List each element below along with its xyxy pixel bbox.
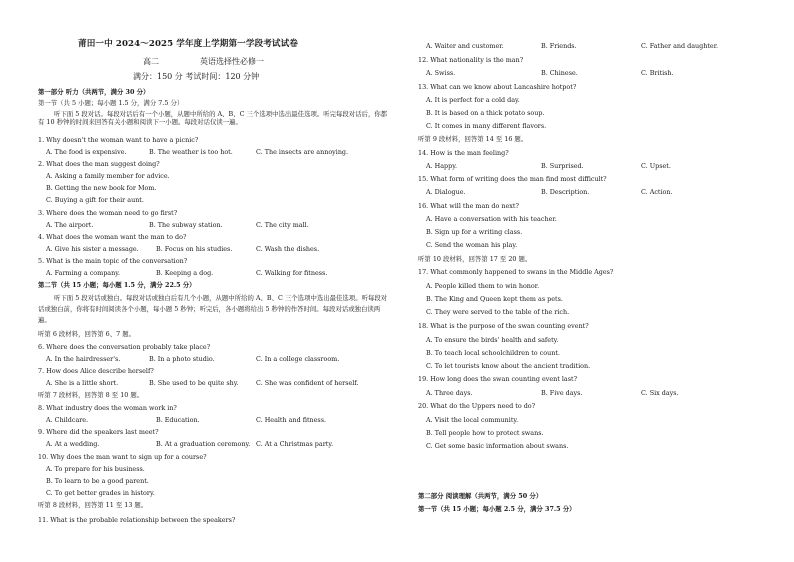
option-c: C. Buying a gift for their aunt. xyxy=(46,196,144,204)
question-10: 10. Why does the man want to sign up for a course? xyxy=(38,453,207,461)
q8-options xyxy=(46,416,396,424)
question-9: 9. Where did the speakers last meet? xyxy=(38,428,159,436)
option-b: B. Education. xyxy=(156,416,200,424)
question-3: 3. Where does the woman need to go first? xyxy=(38,209,178,217)
option-a: A. Happy. xyxy=(426,162,458,170)
option-b: B. Getting the new book for Mom. xyxy=(46,184,157,192)
option-c: C. Father and daughter. xyxy=(641,42,719,50)
option-c: C. To let tourists know about the ancient tradition. xyxy=(426,362,591,370)
option-c: C. Wash the dishes. xyxy=(256,245,320,253)
option-c: C. The city mall. xyxy=(256,221,309,229)
question-2: 2. What does the man suggest doing? xyxy=(38,160,160,168)
question-14: 14. How is the man feeling? xyxy=(418,149,509,157)
option-b: B. To teach local schoolchildren to count. xyxy=(426,349,560,357)
option-c: C. Action. xyxy=(641,188,673,196)
option-c: C. Upset. xyxy=(641,162,671,170)
option-b: B. The weather is too hot. xyxy=(149,148,233,156)
option-a: A. At a wedding. xyxy=(46,440,100,448)
option-c: C. At a Christmas party. xyxy=(256,440,334,448)
q1-options xyxy=(46,148,386,156)
question-4: 4. What does the woman want the man to do? xyxy=(38,233,187,241)
option-a: A. Farming a company. xyxy=(46,269,121,277)
option-a: A. To ensure the birds' health and safety. xyxy=(426,336,559,344)
section1-instructions: 听下面 5 段对话。每段对话后有一个小题，从题中所给的 A、B、C 三个选项中选出最佳选项。听完每段对话后，你都有 10 秒钟的时间来回答有关小题和阅读下一小题。每段对话仅读一遍。 xyxy=(38,110,388,126)
option-c: C. In a college classroom. xyxy=(256,355,340,363)
option-b: B. Chinese. xyxy=(541,69,578,77)
option-a: A. People killed them to win honor. xyxy=(426,282,540,290)
option-c: C. The insects are annoying. xyxy=(256,148,349,156)
exam-title: 莆田一中 2024～2025 学年度上学期第一学段考试试卷 xyxy=(78,39,299,49)
option-a: A. Waiter and customer. xyxy=(426,42,504,50)
option-b: B. Focus on his studies. xyxy=(156,245,233,253)
section1-heading: 第一节（共 5 小题；每小题 1.5 分，满分 7.5 分） xyxy=(38,99,184,107)
question-16: 16. What will the man do next? xyxy=(418,202,519,210)
q12-options xyxy=(426,69,776,77)
option-c: C. Get some basic information about swans. xyxy=(426,442,569,450)
q9-options xyxy=(46,440,396,448)
option-c: C. To get better grades in history. xyxy=(46,489,155,497)
q3-options xyxy=(46,221,386,229)
option-b: B. In a photo studio. xyxy=(149,355,215,363)
question-19: 19. How long does the swan counting event last? xyxy=(418,375,578,383)
option-c: C. British. xyxy=(641,69,674,77)
option-a: A. Childcare. xyxy=(46,416,89,424)
option-a: A. The food is expensive. xyxy=(46,148,127,156)
option-a: A. Have a conversation with his teacher. xyxy=(426,215,557,223)
option-b: B. Keeping a dog. xyxy=(156,269,214,277)
q19-options xyxy=(426,389,776,397)
option-a: A. In the hairdresser's. xyxy=(46,355,121,363)
option-c: C. Send the woman his play. xyxy=(426,241,518,249)
option-b: B. Sign up for a writing class. xyxy=(426,228,523,236)
question-1: 1. Why doesn't the woman want to have a picnic? xyxy=(38,136,199,144)
option-a: A. Give his sister a message. xyxy=(46,245,139,253)
option-a: A. Swiss. xyxy=(426,69,456,77)
question-20: 20. What do the Uppers need to do? xyxy=(418,402,536,410)
option-b: B. Surprised. xyxy=(541,162,584,170)
score-time: 满分：150 分 考试时间：120 分钟 xyxy=(133,72,260,81)
grade-label: 高二 xyxy=(143,57,159,66)
question-17: 17. What commonly happened to swans in the Middle Ages? xyxy=(418,268,614,276)
option-a: A. She is a little short. xyxy=(46,379,119,387)
part1-heading: 第一部分 听力（共两节，满分 30 分） xyxy=(38,88,150,96)
question-7: 7. How does Alice describe herself? xyxy=(38,367,154,375)
option-b: B. Five days. xyxy=(541,389,583,397)
option-a: A. It is perfect for a cold day. xyxy=(426,96,520,104)
option-a: A. Visit the local community. xyxy=(426,416,519,424)
listening-note-9: 听第 9 段材料，回答第 14 至 16 题。 xyxy=(418,135,528,143)
listening-note-8: 听第 8 段材料，回答第 11 至 13 题。 xyxy=(38,501,148,509)
option-b: B. Tell people how to protect swans. xyxy=(426,429,544,437)
q11-options xyxy=(426,42,776,50)
option-c: C. It comes in many different flavors. xyxy=(426,122,547,130)
option-a: A. Three days. xyxy=(426,389,473,397)
option-a: A. The airport. xyxy=(46,221,94,229)
q6-options xyxy=(46,355,396,363)
option-a: A. Asking a family member for advice. xyxy=(46,172,170,180)
part2-heading: 第二部分 阅读理解（共两节，满分 50 分） xyxy=(418,492,543,500)
option-c: C. They were served to the table of the rich. xyxy=(426,308,570,316)
option-a: A. Dialogue. xyxy=(426,188,466,196)
q4-options xyxy=(46,245,386,253)
question-11: 11. What is the probable relationship between the speakers? xyxy=(38,516,236,524)
option-b: B. The subway station. xyxy=(149,221,223,229)
question-12: 12. What nationality is the man? xyxy=(418,56,524,64)
option-b: B. The King and Queen kept them as pets. xyxy=(426,295,563,303)
option-b: B. It is based on a thick potato soup. xyxy=(426,109,545,117)
q7-options xyxy=(46,379,396,387)
option-c: C. Six days. xyxy=(641,389,679,397)
section2-heading: 第二节（共 15 小题；每小题 1.5 分，满分 22.5 分） xyxy=(38,281,196,289)
option-b: B. Description. xyxy=(541,188,590,196)
question-18: 18. What is the purpose of the swan counting event? xyxy=(418,322,589,330)
part2-section1-heading: 第一节（共 15 小题；每小题 2.5 分，满分 37.5 分） xyxy=(418,505,576,513)
question-13: 13. What can we know about Lancashire hotpot? xyxy=(418,83,577,91)
question-6: 6. Where does the conversation probably take place? xyxy=(38,343,211,351)
subject-label: 英语选择性必修一 xyxy=(200,57,264,66)
listening-note-6: 听第 6 段材料，回答第 6、7 题。 xyxy=(38,330,136,338)
section2-instructions: 听下面 5 段对话或独白。每段对话或独白后有几个小题，从题中所给的 A、B、C 三个选项中选出最佳选项。听每段对话或独白前，你将有时间阅读各个小题，每小题 5 秒钟；听完后，各小题将给出 5 秒钟的作答时间。每段对话或独白读两遍。 xyxy=(38,294,388,324)
option-a: A. To prepare for his business. xyxy=(46,465,145,473)
q14-options xyxy=(426,162,776,170)
option-c: C. Health and fitness. xyxy=(256,416,327,424)
option-b: B. To learn to be a good parent. xyxy=(46,477,149,485)
listening-note-7: 听第 7 段材料，回答第 8 至 10 题。 xyxy=(38,391,144,399)
option-c: C. Walking for fitness. xyxy=(256,269,328,277)
question-8: 8. What industry does the woman work in? xyxy=(38,404,177,412)
listening-note-10: 听第 10 段材料，回答第 17 至 20 题。 xyxy=(418,255,532,263)
option-b: B. Friends. xyxy=(541,42,577,50)
q5-options xyxy=(46,269,386,277)
question-15: 15. What form of writing does the man find most difficult? xyxy=(418,175,607,183)
option-b: B. At a graduation ceremony. xyxy=(156,440,251,448)
q15-options xyxy=(426,188,776,196)
question-5: 5. What is the main topic of the conversation? xyxy=(38,257,188,265)
option-b: B. She used to be quite shy. xyxy=(149,379,239,387)
option-c: C. She was confident of herself. xyxy=(256,379,359,387)
